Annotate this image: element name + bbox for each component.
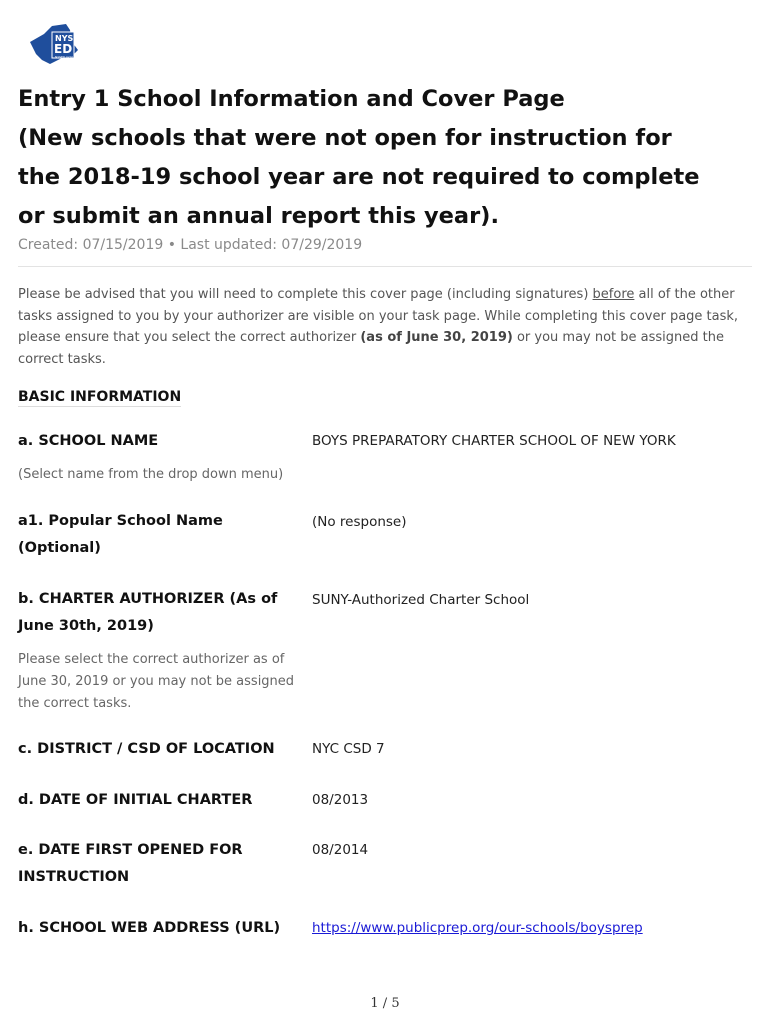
notice-bold: (as of June 30, 2019) bbox=[360, 330, 513, 345]
web-address-link[interactable]: https://www.publicprep.org/our-schools/boysprep bbox=[312, 920, 643, 936]
district-value: NYC CSD 7 bbox=[312, 741, 385, 757]
notice-text-3: or you may not be assigned the correct tasks. bbox=[18, 330, 725, 367]
district-label: c. DISTRICT / CSD OF LOCATION bbox=[18, 741, 275, 757]
school-name-label: a. SCHOOL NAME bbox=[18, 433, 159, 449]
page-title bbox=[18, 80, 758, 236]
first-opened-label: e. DATE FIRST OPENED FOR INSTRUCTION bbox=[18, 842, 243, 885]
authorizer-help: Please select the correct authorizer as of June 30, 2019 or you may not be assigned the correct tasks. bbox=[18, 652, 295, 711]
timestamps: Created: 07/15/2019 • Last updated: 07/29/2019 bbox=[18, 237, 363, 253]
page-number: 1 / 5 bbox=[370, 996, 400, 1011]
initial-charter-label: d. DATE OF INITIAL CHARTER bbox=[18, 792, 253, 808]
svg-text:NYSED.GOV: NYSED.GOV bbox=[55, 55, 73, 59]
initial-charter-value: 08/2013 bbox=[312, 792, 369, 808]
title-line-3: the 2018-19 school year are not required to complete bbox=[18, 164, 700, 190]
popular-name-label: a1. Popular School Name (Optional) bbox=[18, 513, 223, 556]
school-name-value: BOYS PREPARATORY CHARTER SCHOOL OF NEW YORK bbox=[312, 433, 676, 449]
divider bbox=[18, 266, 752, 267]
nysed-logo bbox=[22, 20, 104, 70]
first-opened-value: 08/2014 bbox=[312, 842, 369, 858]
notice-text-1: Please be advised that you will need to complete this cover page (including signatures) bbox=[18, 287, 593, 302]
web-address-label: h. SCHOOL WEB ADDRESS (URL) bbox=[18, 920, 281, 936]
section-heading: BASIC INFORMATION bbox=[18, 389, 182, 405]
title-line-1: Entry 1 School Information and Cover Page bbox=[18, 86, 565, 112]
authorizer-label: b. CHARTER AUTHORIZER (As of June 30th, 2019) bbox=[18, 591, 278, 634]
svg-text:ED: ED bbox=[54, 42, 73, 56]
instructions-notice bbox=[18, 284, 758, 370]
notice-underlined: before bbox=[592, 287, 635, 302]
popular-name-value: (No response) bbox=[312, 514, 407, 530]
school-name-help: (Select name from the drop down menu) bbox=[18, 467, 284, 482]
notice-text-2: all of the other tasks assigned to you by your authorizer are visible on your task page. While completing this cover page task, please ensure that you select the correct authorizer bbox=[18, 287, 739, 345]
svg-text:NYS: NYS bbox=[55, 34, 74, 43]
authorizer-value: SUNY-Authorized Charter School bbox=[312, 592, 530, 608]
title-line-4: or submit an annual report this year). bbox=[18, 203, 500, 229]
title-line-2: (New schools that were not open for instruction for bbox=[18, 125, 672, 151]
